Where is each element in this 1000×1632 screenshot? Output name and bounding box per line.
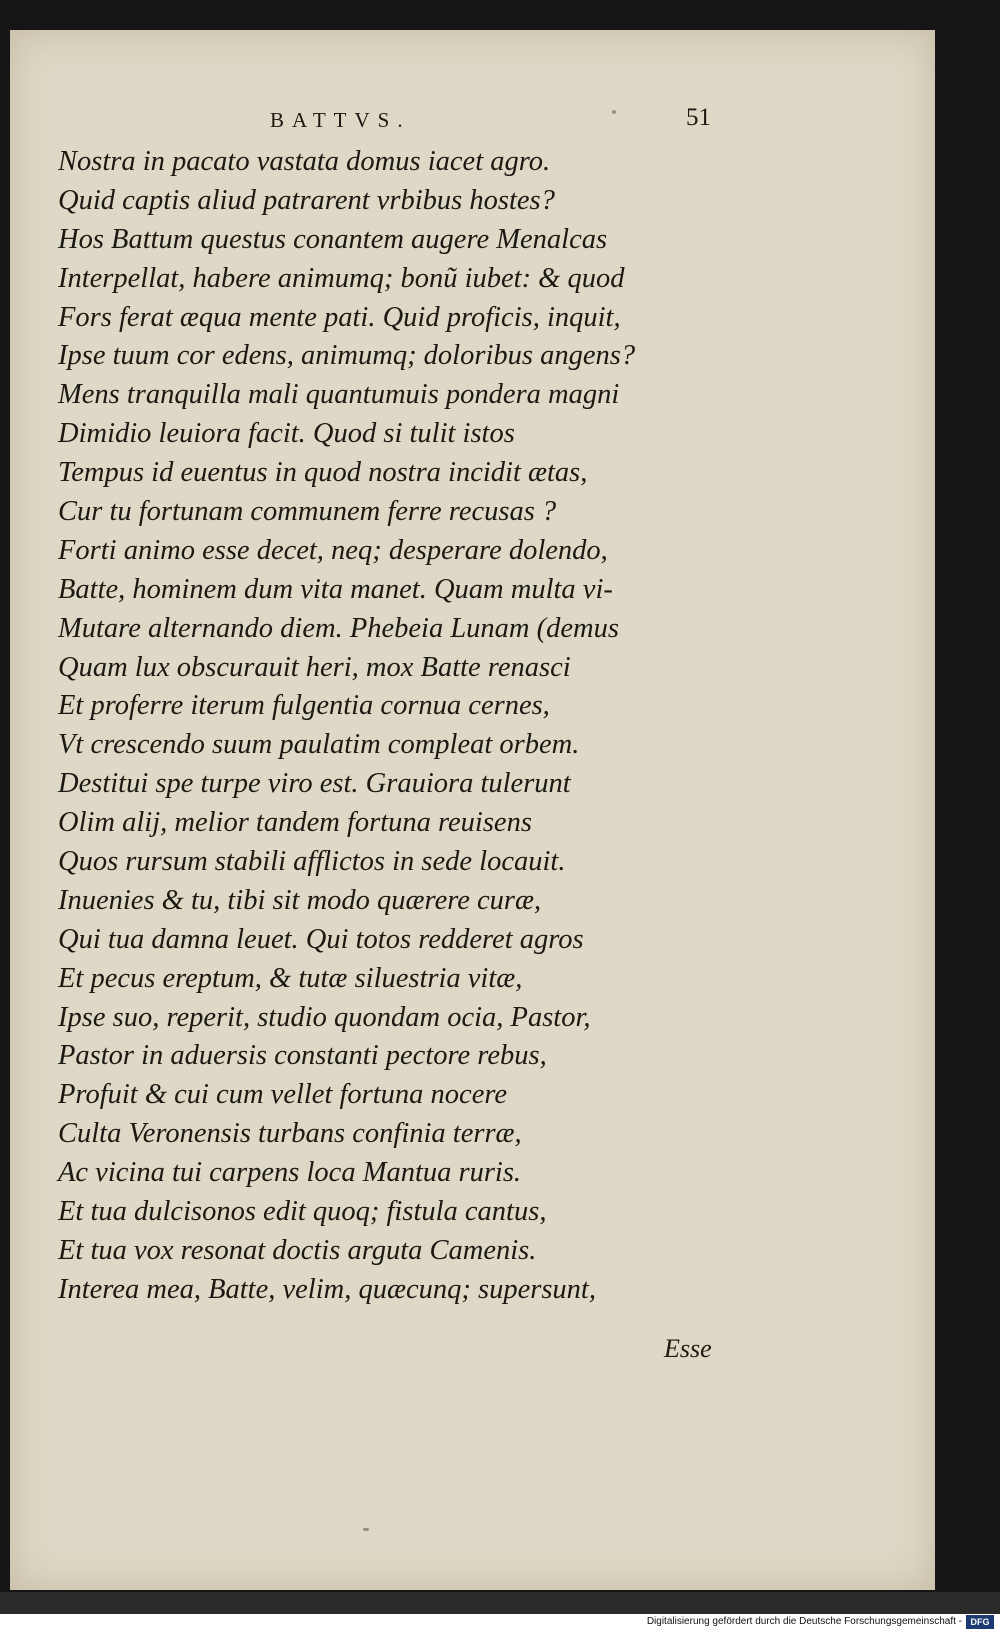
verse-line: Dimidio leuiora facit. Quod si tulit istos: [58, 418, 515, 450]
verse-line: Nostra in pacato vastata domus iacet agro.: [58, 146, 551, 177]
scan-bottom-edge: [0, 1592, 1000, 1614]
verse-line: Quos rursum stabili afflictos in sede locauit.: [58, 846, 566, 878]
verse-line: Cur tu fortunam communem ferre recusas ?: [58, 496, 557, 528]
verse-line: Et proferre iterum fulgentia cornua cernes,: [58, 690, 550, 722]
verse-line: Quid captis aliud patrarent vrbibus hostes?: [58, 184, 555, 216]
footer-credit: Digitalisierung gefördert durch die Deutsche Forschungsgemeinschaft -: [646, 1616, 962, 1627]
verse-line: Batte, hominem dum vita manet. Quam multa vi-: [58, 573, 613, 605]
verse-line: Tempus id euentus in quod nostra incidit ætas,: [58, 457, 588, 489]
verse-line: Quam lux obscurauit heri, mox Batte renasci: [58, 651, 571, 683]
verse-line: Et tua dulcisonos edit quoq; fistula cantus,: [58, 1196, 547, 1228]
verse-line: Hos Battum questus conantem augere Menalcas: [58, 223, 608, 255]
verse-line: Qui tua damna leuet. Qui totos redderet agros: [58, 923, 584, 955]
verse-line: Fors ferat æqua mente pati. Quid proficis, inquit,: [58, 301, 621, 333]
verse-line: Inuenies & tu, tibi sit modo quærere curæ,: [58, 884, 542, 916]
verse-line: Culta Veronensis turbans confinia terræ,: [58, 1118, 522, 1150]
running-head: BATTVS.: [270, 108, 411, 132]
verse-line: Forti animo esse decet, neq; desperare dolendo,: [58, 534, 608, 566]
verse-line: Interpellat, habere animumq; bonũ iubet: & quod: [58, 262, 625, 294]
paper-speck: [363, 1528, 369, 1531]
verse-line: Vt crescendo suum paulatim compleat orbem.: [58, 729, 580, 761]
page-number: 51: [686, 104, 711, 131]
verse-line: Ipse suo, reperit, studio quondam ocia, Pastor,: [58, 1001, 591, 1033]
verse-line: Mens tranquilla mali quantumuis pondera magni: [58, 379, 620, 411]
verse-line: Profuit & cui cum vellet fortuna nocere: [58, 1079, 508, 1111]
verse-line: Et pecus ereptum, & tutæ siluestria vitæ,: [58, 962, 523, 994]
verse-line: Interea mea, Batte, velim, quæcunq; supersunt,: [58, 1273, 596, 1305]
verse-line: Destitui spe turpe viro est. Grauiora tulerunt: [58, 768, 571, 800]
verse-line: Mutare alternando diem. Phebeia Lunam (demus: [58, 612, 619, 644]
verse-line: Olim alij, melior tandem fortuna reuisens: [58, 807, 532, 839]
verse-line: Et tua vox resonat doctis arguta Camenis.: [58, 1234, 537, 1266]
dfg-logo-icon: DFG: [966, 1615, 994, 1629]
verse-line: Pastor in aduersis constanti pectore rebus,: [58, 1040, 547, 1072]
verse-line: Ipse tuum cor edens, animumq; doloribus angens?: [58, 340, 636, 372]
catchword: Esse: [664, 1334, 712, 1363]
verse-line: Ac vicina tui carpens loca Mantua ruris.: [58, 1157, 522, 1189]
paper-speck: [612, 110, 616, 114]
verse-block: [58, 143, 758, 1310]
